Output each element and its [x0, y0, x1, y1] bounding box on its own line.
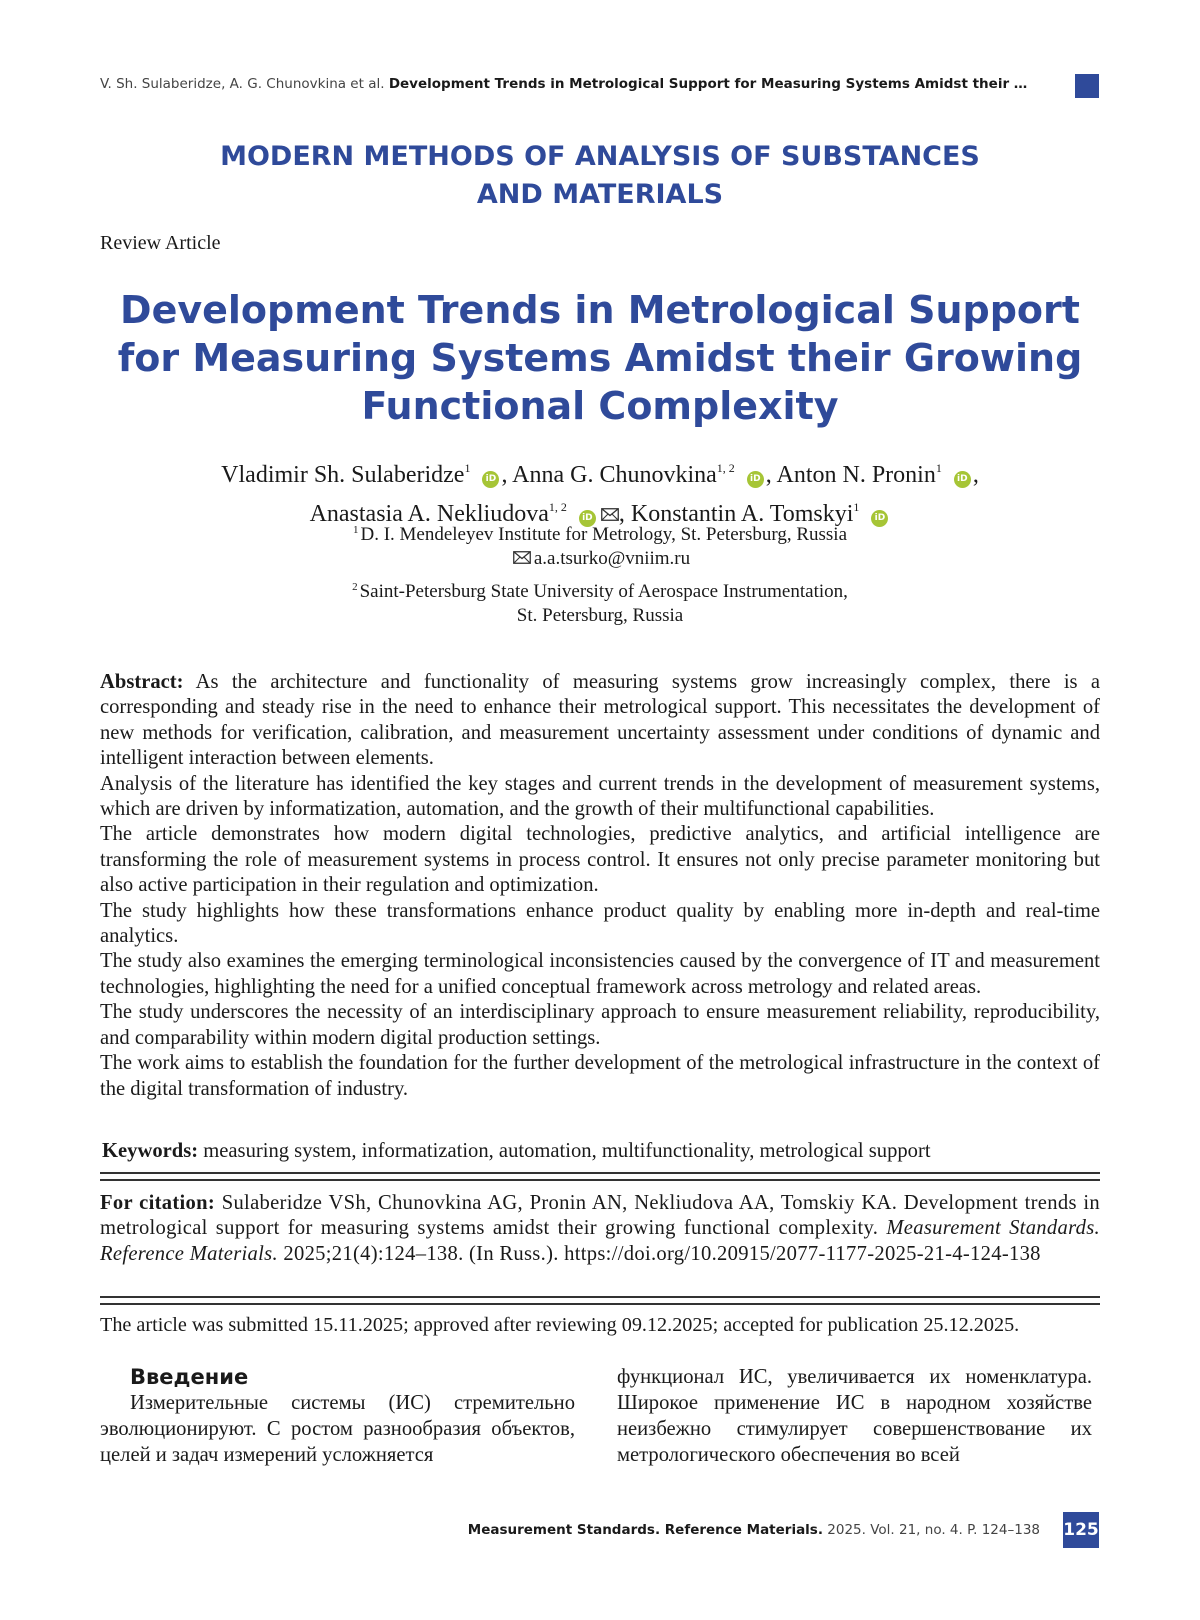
author-line-2: Anastasia A. Nekliudova$^{1, 2}$ iD , Konstantin A. Tomskyi$^1$ iD	[100, 491, 1100, 530]
divider-top	[100, 1172, 1100, 1181]
citation-label: For citation:	[100, 1192, 216, 1214]
abstract	[100, 670, 1100, 1102]
page-footer	[100, 1522, 1040, 1538]
footer-journal: Measurement Standards. Reference Materials.	[467, 1522, 823, 1538]
article-title	[100, 286, 1100, 430]
citation-block	[100, 1191, 1100, 1267]
author-name: Anna G. Chunovkina	[512, 462, 717, 488]
article-type: Review Article	[100, 232, 221, 254]
running-head	[100, 76, 1060, 92]
affiliation-2	[100, 575, 1100, 628]
contact-email	[100, 547, 1100, 571]
abstract-paragraph: The work aims to establish the foundation for the further development of the metrological infrastructure in the context of the digital transformation of industry.	[100, 1052, 1100, 1100]
section-title-line-1: MODERN METHODS OF ANALYSIS OF SUBSTANCES	[220, 141, 980, 172]
article-title-line-3: Functional Complexity	[361, 384, 839, 428]
author-name: Anton N. Pronin	[776, 462, 936, 488]
article-title-line-2: for Measuring Systems Amidst their Growing	[117, 336, 1083, 380]
author-affiliation-sup: 1	[853, 500, 860, 514]
email-link[interactable]: a.a.tsurko@vniim.ru	[533, 548, 691, 569]
abstract-paragraph: The study underscores the necessity of an interdisciplinary approach to ensure measurement reliability, reproducibility, and comparability within modern digital production settings.	[100, 1001, 1100, 1049]
author-name: Anastasia A. Nekliudova	[309, 501, 549, 527]
keywords	[102, 1140, 1102, 1163]
citation-doi[interactable]: 2025;21(4):124–138. (In Russ.). https://doi.org/10.20915/2077-1177-2025-21-4-124-138	[283, 1242, 1041, 1265]
section-title-line-2: AND MATERIALS	[476, 179, 724, 210]
orcid-icon[interactable]: iD	[482, 471, 499, 488]
citation-text: Sulaberidze VSh, Chunovkina AG, Pronin AN, Nekliudova AA, Tomskiy KA. Development trends in metrological support for measuring systems amidst their growing functional complexity.	[100, 1192, 1100, 1240]
author-affiliation-sup: 1, 2	[716, 461, 735, 475]
author-line-1: Vladimir Sh. Sulaberidze$^1$ iD , Anna G. Chunovkina$^{1, 2}$ iD , Anton N. Pronin$^1$ iD ,	[221, 461, 979, 488]
article-title-line-1: Development Trends in Metrological Support	[120, 288, 1080, 332]
abstract-text: As the architecture and functionality of measuring systems grow increasingly complex, there is a corresponding and steady rise in the need to enhance their metrological support. This necessitates the development of new methods for verification, calibration, and measurement uncertainty assessment under conditions of dynamic and intelligent interaction between elements.	[100, 671, 1100, 770]
orcid-icon[interactable]: iD	[579, 510, 596, 527]
page-number: 125	[1063, 1512, 1099, 1548]
author-affiliation-sup: 1, 2	[548, 500, 567, 514]
body-column-right	[617, 1364, 1092, 1468]
divider-bottom	[100, 1296, 1100, 1305]
body-column-left	[100, 1364, 575, 1468]
running-head-authors: V. Sh. Sulaberidze, A. G. Chunovkina et al.	[100, 76, 385, 92]
abstract-paragraph: The study also examines the emerging terminological inconsistencies caused by the convergence of IT and measurement technologies, highlighting the need for a unified conceptual framework across metrology and related areas.	[100, 950, 1100, 998]
abstract-paragraph: Analysis of the literature has identified the key stages and current trends in the development of measurement systems, which are driven by informatization, automation, and the growth of their multifunctional capabilities.	[100, 772, 1100, 821]
author-name: Vladimir Sh. Sulaberidze	[221, 462, 465, 488]
affiliation-1-text: D. I. Mendeleyev Institute for Metrology, St. Petersburg, Russia	[360, 524, 848, 545]
section-heading-introduction: Введение	[130, 1365, 249, 1389]
citation-paragraph	[100, 1191, 1100, 1267]
submission-dates: The article was submitted 15.11.2025; approved after reviewing 09.12.2025; accepted for publication 25.12.2025.	[100, 1314, 1020, 1336]
orcid-icon[interactable]: iD	[747, 471, 764, 488]
body-paragraph: Измерительные системы (ИС) стремительно эволюционируют. С ростом разнообразия объектов, целей и задач измерений усложняется	[100, 1392, 575, 1466]
header-square-mark	[1075, 74, 1099, 98]
section-title	[100, 138, 1100, 214]
body-paragraph: функционал ИС, увеличивается их номенклатура. Широкое применение ИС в народном хозяйстве неизбежно стимулирует совершенствование их метрологического обеспечения во всей	[617, 1366, 1092, 1466]
affiliation-1-line	[100, 518, 1100, 547]
affiliation-sup: 2	[352, 581, 358, 593]
affiliation-2-line-1	[100, 575, 1100, 604]
affiliation-2-text: Saint-Petersburg State University of Aerospace Instrumentation,	[359, 581, 848, 602]
affiliation-2-line-2: St. Petersburg, Russia	[516, 605, 684, 626]
citation-journal: Measurement Standards. Reference Materials.	[100, 1217, 1100, 1265]
abstract-paragraph	[100, 670, 1100, 772]
abstract-paragraph: The study highlights how these transformations enhance product quality by enabling more in-depth and real-time analytics.	[100, 899, 1100, 948]
footer-details: 2025. Vol. 21, no. 4. P. 124–138	[827, 1522, 1040, 1538]
author-affiliation-sup: 1	[935, 461, 942, 475]
keywords-text: measuring system, informatization, automation, multifunctionality, metrological support	[203, 1140, 931, 1162]
affiliation-sup: 1	[352, 524, 359, 536]
orcid-icon[interactable]: iD	[954, 471, 971, 488]
envelope-icon	[513, 551, 531, 564]
abstract-paragraph: The article demonstrates how modern digital technologies, predictive analytics, and artificial intelligence are transforming the role of measurement systems in process control. It ensures not only precise parameter monitoring but also active participation in their regulation and optimization.	[100, 823, 1100, 897]
affiliation-1	[100, 518, 1100, 571]
running-head-title: Development Trends in Metrological Support for Measuring Systems Amidst their …	[388, 76, 1028, 92]
author-name: Konstantin A. Tomskyi	[630, 501, 854, 527]
orcid-icon[interactable]: iD	[871, 510, 888, 527]
keywords-label: Keywords:	[102, 1140, 199, 1162]
abstract-label: Abstract:	[100, 671, 184, 693]
author-affiliation-sup: 1	[464, 461, 471, 475]
